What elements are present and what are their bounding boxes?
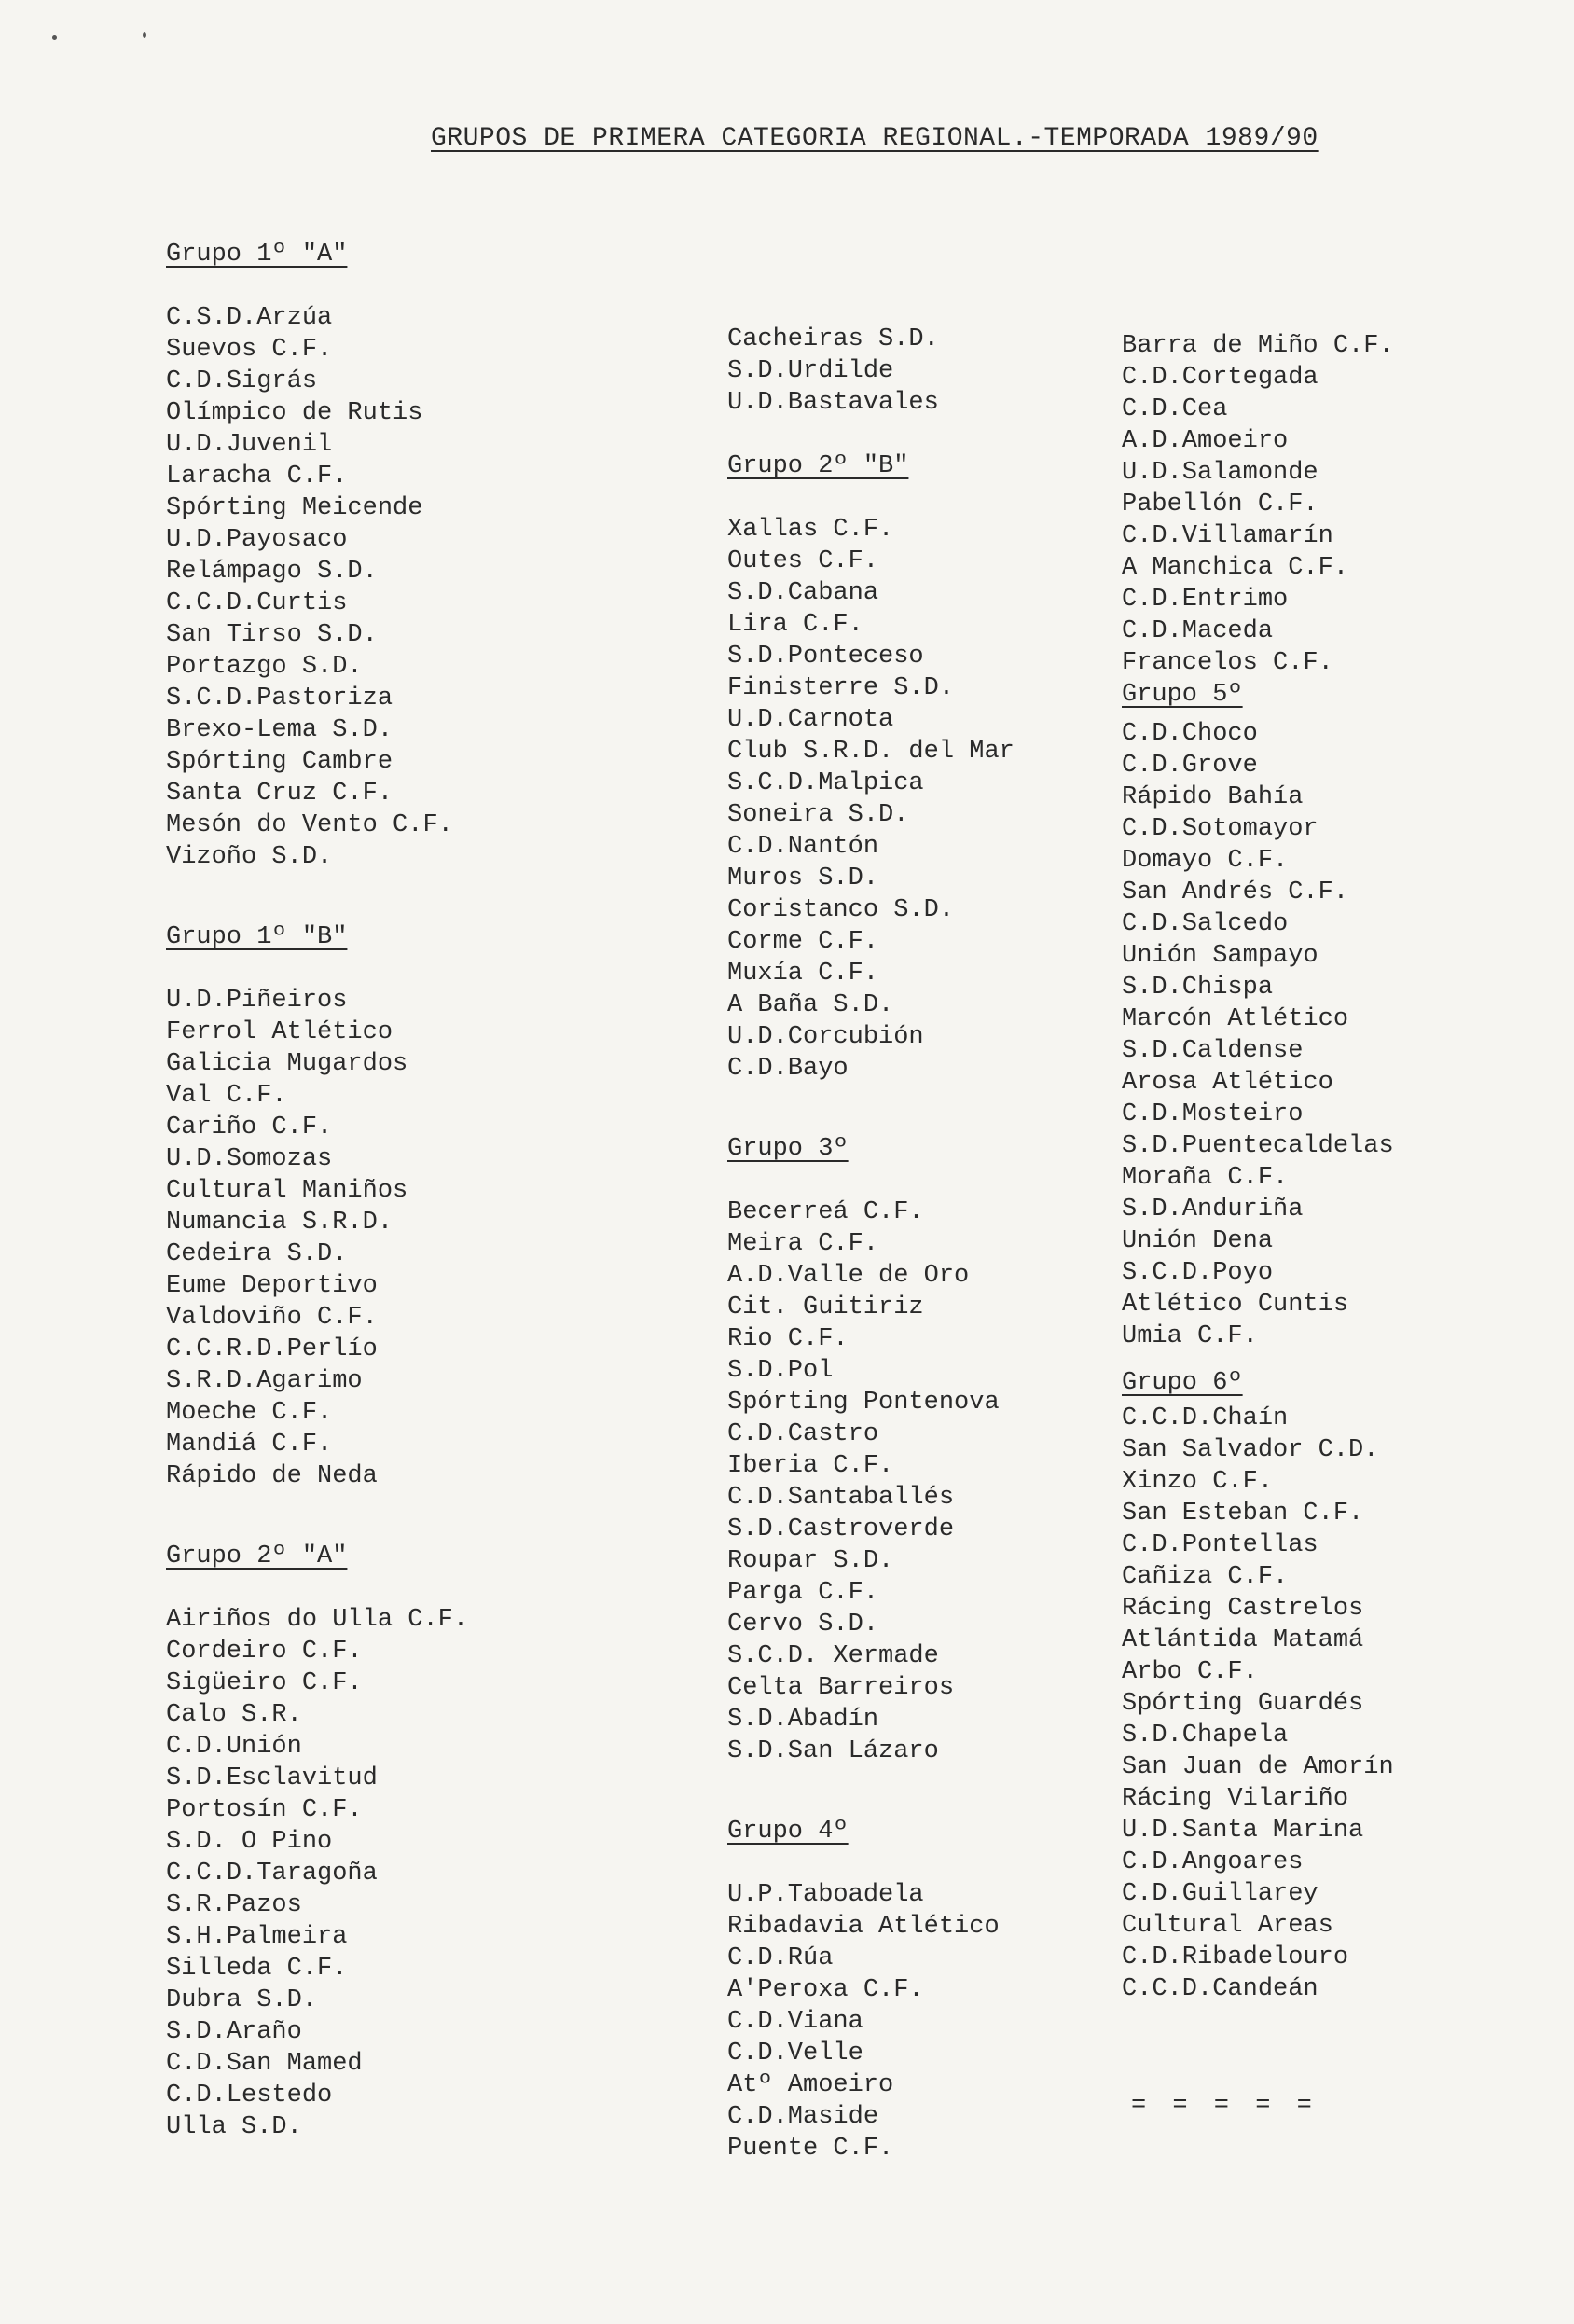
club-name: Celta Barreiros xyxy=(727,1674,955,1702)
club-name: Portosín C.F. xyxy=(166,1796,363,1824)
club-name: S.D.Esclavitud xyxy=(166,1764,378,1792)
club-name: Dubra S.D. xyxy=(166,1986,318,2014)
club-list xyxy=(166,302,468,873)
club-name: C.C.D.Taragoña xyxy=(166,1860,378,1888)
club-name: Relámpago S.D. xyxy=(166,558,378,586)
club-name: C.D.Angoares xyxy=(1122,1848,1304,1876)
club-name: Atº Amoeiro xyxy=(727,2071,894,2099)
club-name: Mandiá C.F. xyxy=(166,1431,333,1459)
club-list xyxy=(166,1604,468,2143)
club-name: Spórting Guardés xyxy=(1122,1690,1364,1718)
club-name: Ferrol Atlético xyxy=(166,1018,394,1046)
club-name: C.S.D.Arzúa xyxy=(166,304,333,332)
club-name: Olímpico de Rutis xyxy=(166,399,423,427)
club-name: S.D. O Pino xyxy=(166,1828,333,1856)
club-name: S.R.D.Agarimo xyxy=(166,1367,363,1395)
club-name: C.D.Villamarín xyxy=(1122,522,1333,550)
club-name: C.D.Cortegada xyxy=(1122,364,1319,392)
club-list xyxy=(727,1197,1015,1767)
club-name: San Esteban C.F. xyxy=(1122,1500,1364,1528)
club-name: Spórting Meicende xyxy=(166,494,423,522)
club-name: Finisterre S.D. xyxy=(727,674,955,702)
club-name: Cultural Maniños xyxy=(166,1177,408,1205)
group-5 xyxy=(1122,679,1394,1352)
club-name: Becerreá C.F. xyxy=(727,1198,924,1226)
club-name: San Salvador C.D. xyxy=(1122,1436,1379,1464)
club-name: C.D.Choco xyxy=(1122,720,1258,748)
club-name: S.D.Chapela xyxy=(1122,1722,1289,1750)
club-name: Umia C.F. xyxy=(1122,1322,1258,1350)
group-6 xyxy=(1122,1367,1394,2005)
club-name: Unión Dena xyxy=(1122,1227,1274,1255)
club-name: Mesón do Vento C.F. xyxy=(166,811,453,839)
club-name: S.D.Chispa xyxy=(1122,974,1274,1002)
group-heading: Grupo 1º "A" xyxy=(166,241,348,269)
club-name: Airiños do Ulla C.F. xyxy=(166,1606,469,1634)
club-name: Barra de Miño C.F. xyxy=(1122,332,1394,360)
club-name: S.D.Pol xyxy=(727,1357,834,1385)
club-name: C.D.Mosteiro xyxy=(1122,1100,1304,1128)
club-name: Ribadavia Atlético xyxy=(727,1913,1000,1941)
club-name: U.D.Salamonde xyxy=(1122,459,1319,487)
club-name: C.D.Guillarey xyxy=(1122,1880,1319,1908)
club-name: Pabellón C.F. xyxy=(1122,491,1319,519)
club-name: Muxía C.F. xyxy=(727,960,879,988)
group-3 xyxy=(727,1133,1015,1767)
club-name: U.D.Piñeiros xyxy=(166,987,348,1015)
club-name: C.D.San Mamed xyxy=(166,2050,363,2078)
scan-speck xyxy=(52,35,57,40)
club-name: C.D.Castro xyxy=(727,1420,879,1448)
club-name: Cañiza C.F. xyxy=(1122,1563,1289,1591)
club-name: Francelos C.F. xyxy=(1122,649,1333,677)
club-name: C.D.Nantón xyxy=(727,833,879,861)
club-name: C.D.Viana xyxy=(727,2008,863,2036)
club-name: C.D.Ribadelouro xyxy=(1122,1944,1349,1971)
club-name: Cit. Guitiriz xyxy=(727,1293,924,1321)
club-name: Brexo-Lema S.D. xyxy=(166,716,394,744)
club-name: U.P.Taboadela xyxy=(727,1881,924,1909)
club-name: C.D.Sigrás xyxy=(166,367,318,395)
club-name: Ulla S.D. xyxy=(166,2113,302,2141)
club-name: Rápido Bahía xyxy=(1122,783,1304,811)
club-name: Arosa Atlético xyxy=(1122,1069,1333,1097)
club-name: Xallas C.F. xyxy=(727,516,894,544)
club-name: A'Peroxa C.F. xyxy=(727,1976,924,2004)
club-name: C.D.Pontellas xyxy=(1122,1531,1319,1559)
club-name: Rio C.F. xyxy=(727,1325,849,1353)
club-name: C.D.Velle xyxy=(727,2040,863,2068)
club-name: Arbo C.F. xyxy=(1122,1658,1258,1686)
club-name: Cariño C.F. xyxy=(166,1114,333,1141)
club-name: C.C.D.Candeán xyxy=(1122,1975,1319,2003)
club-name: C.D.Maside xyxy=(727,2103,879,2131)
club-name: Rápido de Neda xyxy=(166,1462,378,1490)
column-1 xyxy=(166,239,468,2143)
club-name: U.D.Bastavales xyxy=(727,389,939,417)
club-name: S.C.D.Malpica xyxy=(727,769,924,797)
club-name: A Manchica C.F. xyxy=(1122,554,1349,582)
club-name: S.D.Araño xyxy=(166,2018,302,2046)
club-name: Roupar S.D. xyxy=(727,1547,894,1575)
club-list xyxy=(166,985,468,1492)
club-name: U.D.Somozas xyxy=(166,1145,333,1173)
club-name: S.D.Anduriña xyxy=(1122,1196,1304,1224)
group-heading: Grupo 1º "B" xyxy=(166,923,348,951)
club-name: S.D.Cabana xyxy=(727,579,879,607)
club-name: U.D.Carnota xyxy=(727,706,894,734)
club-name: Portazgo S.D. xyxy=(166,653,363,681)
club-list xyxy=(1122,1403,1394,2005)
club-name: C.D.Grove xyxy=(1122,752,1258,780)
club-name: Cacheiras S.D. xyxy=(727,325,939,353)
group-heading: Grupo 2º "A" xyxy=(166,1542,348,1570)
club-name: Spórting Cambre xyxy=(166,748,394,776)
club-name: C.D.Bayo xyxy=(727,1055,849,1083)
club-name: Silleda C.F. xyxy=(166,1955,348,1983)
group-1a xyxy=(166,239,468,873)
club-name: S.D.Castroverde xyxy=(727,1515,955,1543)
club-name: C.D.Maceda xyxy=(1122,617,1274,645)
club-name: Suevos C.F. xyxy=(166,336,333,364)
club-name: Valdoviño C.F. xyxy=(166,1304,378,1332)
club-name: Vizoño S.D. xyxy=(166,843,333,871)
club-name: U.D.Santa Marina xyxy=(1122,1817,1364,1845)
club-list xyxy=(727,324,1015,419)
group-2a-continued xyxy=(727,324,1015,419)
club-name: Domayo C.F. xyxy=(1122,847,1289,875)
group-heading: Grupo 4º xyxy=(727,1818,849,1846)
group-heading: Grupo 3º xyxy=(727,1135,849,1163)
club-name: Moraña C.F. xyxy=(1122,1164,1289,1192)
club-name: C.D.Sotomayor xyxy=(1122,815,1319,843)
club-name: San Andrés C.F. xyxy=(1122,878,1349,906)
club-name: Cordeiro C.F. xyxy=(166,1638,363,1666)
club-list xyxy=(727,514,1015,1085)
club-name: C.C.D.Chaín xyxy=(1122,1404,1289,1432)
club-name: Cultural Areas xyxy=(1122,1912,1333,1940)
club-name: C.D.Cea xyxy=(1122,395,1228,423)
club-name: Lira C.F. xyxy=(727,611,863,639)
club-name: U.D.Corcubión xyxy=(727,1023,924,1051)
club-name: S.D.Caldense xyxy=(1122,1037,1304,1065)
group-heading: Grupo 6º xyxy=(1122,1369,1243,1397)
club-name: Sigüeiro C.F. xyxy=(166,1669,363,1697)
club-name: S.C.D.Poyo xyxy=(1122,1259,1274,1287)
club-name: A Baña S.D. xyxy=(727,991,894,1019)
club-name: S.C.D. Xermade xyxy=(727,1642,939,1670)
club-name: C.D.Unión xyxy=(166,1733,302,1761)
club-name: Outes C.F. xyxy=(727,547,879,575)
club-name: Spórting Pontenova xyxy=(727,1389,1000,1417)
group-4 xyxy=(727,1816,1015,2165)
club-name: Rácing Vilariño xyxy=(1122,1785,1349,1813)
group-1b xyxy=(166,921,468,1492)
club-name: Eume Deportivo xyxy=(166,1272,378,1300)
club-name: Atlántida Matamá xyxy=(1122,1626,1364,1654)
club-name: Corme C.F. xyxy=(727,928,879,956)
club-name: Coristanco S.D. xyxy=(727,896,955,924)
club-name: S.C.D.Pastoriza xyxy=(166,685,394,712)
club-name: S.D.San Lázaro xyxy=(727,1737,939,1765)
club-name: S.H.Palmeira xyxy=(166,1923,348,1951)
scan-speck xyxy=(143,32,146,38)
club-name: San Tirso S.D. xyxy=(166,621,378,649)
club-name: Galicia Mugardos xyxy=(166,1050,408,1078)
group-heading: Grupo 5º xyxy=(1122,681,1243,709)
club-name: Soneira S.D. xyxy=(727,801,909,829)
club-name: S.R.Pazos xyxy=(166,1891,302,1919)
club-name: C.C.R.D.Perlío xyxy=(166,1335,378,1363)
club-name: A.D.Valle de Oro xyxy=(727,1262,970,1290)
page-title: GRUPOS DE PRIMERA CATEGORIA REGIONAL.-TEMPORADA 1989/90 xyxy=(431,124,1319,153)
club-name: Numancia S.R.D. xyxy=(166,1209,394,1237)
club-name: Rácing Castrelos xyxy=(1122,1595,1364,1623)
end-mark: = = = = = xyxy=(1131,2092,1318,2120)
club-list xyxy=(1122,330,1394,679)
club-name: San Juan de Amorín xyxy=(1122,1753,1394,1781)
club-name: S.D.Ponteceso xyxy=(727,643,924,671)
club-name: Calo S.R. xyxy=(166,1701,302,1729)
club-name: S.D.Abadín xyxy=(727,1706,879,1734)
group-2a xyxy=(166,1541,468,2143)
club-name: U.D.Juvenil xyxy=(166,431,333,459)
club-name: C.D.Lestedo xyxy=(166,2082,333,2110)
club-name: Parga C.F. xyxy=(727,1579,879,1607)
club-name: Laracha C.F. xyxy=(166,463,348,491)
club-name: Marcón Atlético xyxy=(1122,1005,1349,1033)
club-name: U.D.Payosaco xyxy=(166,526,348,554)
club-name: Cedeira S.D. xyxy=(166,1240,348,1268)
club-name: A.D.Amoeiro xyxy=(1122,427,1289,455)
club-name: Puente C.F. xyxy=(727,2135,894,2163)
club-name: Iberia C.F. xyxy=(727,1452,894,1480)
club-name: Cervo S.D. xyxy=(727,1611,879,1639)
club-name: S.D.Puentecaldelas xyxy=(1122,1132,1394,1160)
club-name: C.D.Salcedo xyxy=(1122,910,1289,938)
column-3 xyxy=(1122,330,1394,2005)
club-name: Muros S.D. xyxy=(727,865,879,892)
club-name: C.C.D.Curtis xyxy=(166,589,348,617)
club-name: C.D.Rúa xyxy=(727,1944,834,1972)
club-name: Xinzo C.F. xyxy=(1122,1468,1274,1496)
club-name: S.D.Urdilde xyxy=(727,357,894,385)
club-name: Meira C.F. xyxy=(727,1230,879,1258)
club-list xyxy=(1122,718,1394,1352)
club-name: Val C.F. xyxy=(166,1082,287,1110)
club-name: C.D.Entrimo xyxy=(1122,586,1289,614)
club-name: Moeche C.F. xyxy=(166,1399,333,1427)
group-heading: Grupo 2º "B" xyxy=(727,452,909,480)
club-list xyxy=(727,1879,1015,2165)
club-name: Atlético Cuntis xyxy=(1122,1291,1349,1319)
club-name: Santa Cruz C.F. xyxy=(166,780,394,808)
column-2 xyxy=(727,324,1015,2165)
club-name: Club S.R.D. del Mar xyxy=(727,738,1015,766)
club-name: Unión Sampayo xyxy=(1122,942,1319,970)
group-4-continued xyxy=(1122,330,1394,679)
club-name: C.D.Santaballés xyxy=(727,1484,955,1512)
group-2b xyxy=(727,450,1015,1085)
